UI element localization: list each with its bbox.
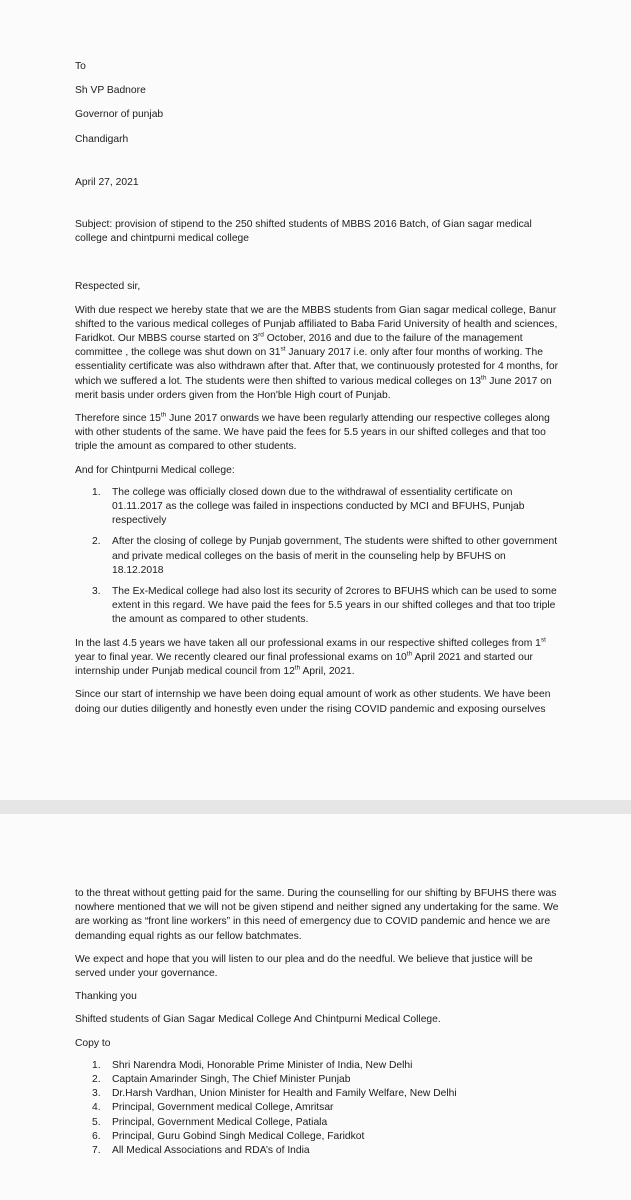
list-item: 4. Principal, Government medical College, Amritsar (92, 1102, 334, 1114)
chintpurni-heading: And for Chintpurni Medical college: (75, 464, 235, 476)
list-item: 2. Captain Amarinder Singh, The Chief Minister Punjab (92, 1074, 351, 1086)
list-item: 5. Principal, Government Medical College, Patiala (92, 1116, 328, 1128)
closing-thanks: Thanking you (75, 991, 137, 1003)
paragraph-exams: In the last 4.5 years we have taken all our professional exams in our respective shifted colleges from 1st year to final year. We recently cleared our final professional exams on 10th April 2021 and started our internship under Punjab medical council from 12th April, 2021. (75, 636, 546, 678)
paragraph-internship: Since our start of internship we have been doing equal amount of work as other students. We have been doing our duties diligently and honestly even under the rising COVID pandemic and exposing ourselves (75, 689, 551, 715)
letter-content-page-2 (75, 887, 559, 1158)
copy-to-list (75, 1059, 559, 1158)
letter-date: April 27, 2021 (75, 176, 139, 188)
letter-content-page-1 (75, 60, 559, 717)
list-item: 1. The college was officially closed down due to the withdrawal of essentiality certificate on 01.11.2017 as the college was failed in inspections conducted by MCI and BFUHS, Punjab respectively (92, 486, 525, 527)
page-break (0, 800, 631, 814)
paragraph-plea: We expect and hope that you will listen to our plea and do the needful. We believe that justice will be served under your governance. (75, 953, 533, 980)
recipient-city: Chandigarh (75, 133, 129, 145)
signature: Shifted students of Gian Sagar Medical College And Chintpurni Medical College. (75, 1014, 441, 1026)
letter-subject: Subject: provision of stipend to the 250 shifted students of MBBS 2016 Batch, of Gian sagar medical college and chintpurni medical college (75, 219, 532, 245)
paragraph-internship-continued: to the threat without getting paid for the same. During the counselling for our shifting by BFUHS there was nowhere mentioned that we will not be given stipend and neither signed any undertaking for the same. We are working as “front line workers” in this need of emergency due to COVID pandemic and hence we are demanding equal rights as our fellow batchmates. (75, 888, 559, 942)
list-item: 1. Shri Narendra Modi, Honorable Prime Minister of India, New Delhi (92, 1059, 413, 1071)
list-item: 6. Principal, Guru Gobind Singh Medical College, Faridkot (92, 1130, 365, 1142)
salutation: Respected sir, (75, 281, 141, 293)
list-item: 2. After the closing of college by Punjab government, The students were shifted to other government and private medical colleges on the basis of merit in the counseling help by BFUHS on 18.12.2018 (92, 536, 558, 576)
recipient-name: Sh VP Badnore (75, 85, 146, 97)
paragraph-background: With due respect we hereby state that we are the MBBS students from Gian sagar medical college, Banur shifted to the various medical colleges of Punjab affiliated to Baba Farid University of health and sciences, Faridkot. Our MBBS course started on 3rd October, 2016 and due to the failure of the management committee , the college was shut down on 31st January 2017 i.e. only after four months of working. The essentiality certificate was also withdrawn after that. After that, we continuously protested for 4 months, for which we suffered a lot. The students were then shifted to various medical colleges on 13th June 2017 on merit basis under orders given from the Hon'ble High court of Punjab. (75, 304, 559, 401)
paragraph-attendance: Therefore since 15th June 2017 onwards we have been regularly attending our respective colleges along with other students of the same. We have paid the fees for 5.5 years in our shifted colleges and that too triple the amount as compared to other students. (75, 411, 550, 453)
letter-page-2 (0, 814, 631, 1200)
recipient-title: Governor of punjab (75, 109, 164, 121)
chintpurni-points-list (75, 486, 559, 628)
list-item: 7. All Medical Associations and RDA’s of India (92, 1145, 310, 1157)
to-label: To (75, 61, 86, 72)
list-item: 3. The Ex-Medical college had also lost its security of 2crores to BFUHS which can be used to some extent in this regard. We have paid the fees for 5.5 years in our shifted colleges and that too triple the amount as compared to other students. (92, 586, 557, 626)
recipient-address (75, 60, 559, 147)
copy-to-heading: Copy to (75, 1037, 111, 1049)
list-item: 3. Dr.Harsh Vardhan, Union Minister for Health and Family Welfare, New Delhi (92, 1088, 457, 1100)
